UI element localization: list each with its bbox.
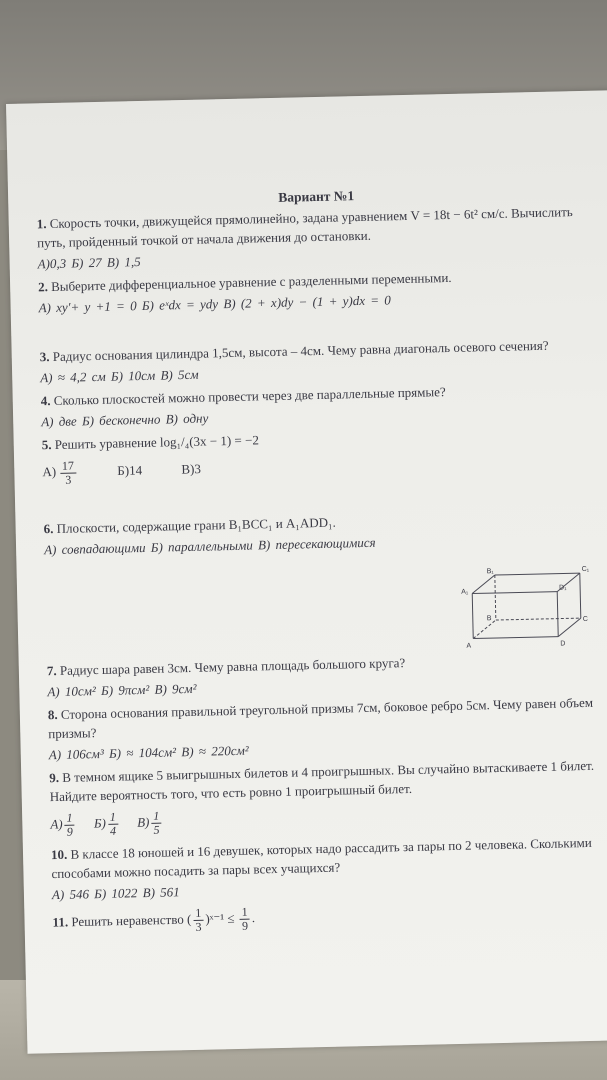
question-number: 7.	[46, 662, 57, 679]
vertex-label-a1: A₁	[461, 588, 469, 596]
vertex-label-c1: C₁	[581, 565, 590, 574]
question-11	[52, 897, 607, 937]
vertex-label-d1: D₁	[559, 584, 567, 592]
fraction-denominator: 9	[241, 918, 249, 933]
answers-8: А) 106см³ Б) ≈ 104см² В) ≈ 220см²	[48, 742, 249, 763]
answers-5	[42, 448, 602, 488]
parallelepiped-diagram	[447, 561, 599, 654]
question-9	[49, 755, 607, 806]
vertex-label-a: A	[466, 642, 472, 650]
fraction	[193, 907, 204, 934]
question-text: Сторона основания правильной треугольной призмы 7см, боковое ребро 5см. Чему равен объем призмы?	[48, 694, 594, 742]
question-text: Сколько плоскостей можно провести через две параллельные прямые?	[53, 384, 446, 408]
fraction-numerator: 1	[240, 906, 250, 920]
answers-9	[50, 799, 607, 839]
vertex-label-b1: B₁	[486, 568, 494, 576]
question-text: Решить уравнение log₁/₄(3x − 1) = −2	[54, 432, 260, 452]
fraction-numerator: 1	[64, 812, 74, 826]
answer-c: В)3	[181, 461, 202, 477]
question-number: 8.	[47, 706, 58, 723]
question-text-mid: )ˣ⁻¹ ≤	[205, 910, 239, 927]
question-text: Радиус шара равен 3см. Чему равна площадь большого круга?	[59, 655, 406, 678]
answers-7: А) 10см² Б) 9πсм² В) 9см²	[47, 680, 197, 700]
page-title: Вариант №1	[278, 188, 355, 205]
fraction	[108, 811, 119, 838]
fraction-numerator: 1	[193, 907, 203, 921]
question-number: 3.	[39, 349, 50, 365]
question-number: 4.	[40, 393, 51, 409]
question-text: В темном ящике 5 выигрышных билетов и 4 проигрышных. Вы случайно вытаскиваете 1 билет. Найдите вероятность того, что есть ровно 1 проигрышный билет.	[49, 757, 595, 805]
answers-10: А) 546 Б) 1022 В) 561	[51, 884, 180, 903]
answers-3: А) ≈ 4,2 см Б) 10см В) 5см	[40, 366, 199, 386]
fraction-denominator: 4	[109, 823, 117, 838]
question-text: Скорость точки, движущейся прямолинейно, задана уравнением V = 18t − 6t² см/с. Вычислить путь, пройденный точкой от начала движения до остановки.	[36, 204, 573, 251]
paper-sheet	[6, 90, 607, 1054]
question-text: Решить неравенство (	[71, 911, 192, 930]
fraction-denominator: 3	[195, 919, 202, 934]
question-text: Радиус основания цилиндра 1,5см, высота – 4см. Чему равна диагональ осевого сечения?	[52, 337, 549, 365]
answer-label: В)	[136, 814, 150, 830]
fraction-numerator: 1	[108, 811, 118, 825]
question-text-end: .	[251, 910, 256, 926]
fraction-denominator: 3	[65, 472, 72, 487]
answers-2: А) xy′+ y +1 = 0 Б) eˣdx = ydy В) (2 + x)dy − (1 + y)dx = 0	[38, 292, 391, 316]
answers-4: А) две Б) бесконечно В) одну	[41, 410, 209, 430]
fraction	[240, 906, 251, 933]
fraction	[60, 460, 77, 487]
answers-6: А) совпадающими Б) параллельными В) пересекающимися	[43, 534, 376, 558]
answers-1: А)0,3 Б) 27 В) 1,5	[37, 253, 141, 272]
question-number: 5.	[41, 437, 52, 453]
question-text: В классе 18 юношей и 16 девушек, которых надо рассадить за пары по 2 человека. Сколькими способами можно посадить за пары всех учащихся?	[51, 834, 592, 882]
question-text: Выберите дифференциальное уравнение с разделенными переменными.	[50, 269, 452, 295]
fraction-denominator: 5	[153, 822, 160, 837]
question-number: 2.	[37, 279, 49, 295]
question-number: 9.	[49, 769, 60, 786]
fraction-denominator: 9	[66, 824, 73, 839]
question-number: 6.	[43, 521, 54, 537]
question-number: 10.	[50, 846, 68, 863]
parallelepiped-figure	[447, 561, 599, 654]
vertex-label-b: B	[486, 615, 492, 623]
question-text: Плоскости, содержащие грани B₁BCC₁ и A₁ADD₁.	[56, 514, 336, 536]
answer-label: Б)	[93, 815, 107, 831]
vertex-label-c: C	[582, 615, 588, 624]
document-content	[36, 181, 607, 938]
fraction	[151, 810, 162, 837]
answer-label: А)	[50, 816, 63, 832]
fraction-numerator: 1	[151, 810, 161, 824]
answer-label: А)	[42, 464, 57, 480]
question-number: 1.	[36, 216, 47, 232]
vertex-label-d: D	[560, 640, 566, 648]
answer-b: Б)14	[117, 462, 143, 479]
question-number: 11.	[52, 914, 69, 930]
fraction-numerator: 17	[60, 460, 76, 474]
fraction	[64, 812, 75, 839]
